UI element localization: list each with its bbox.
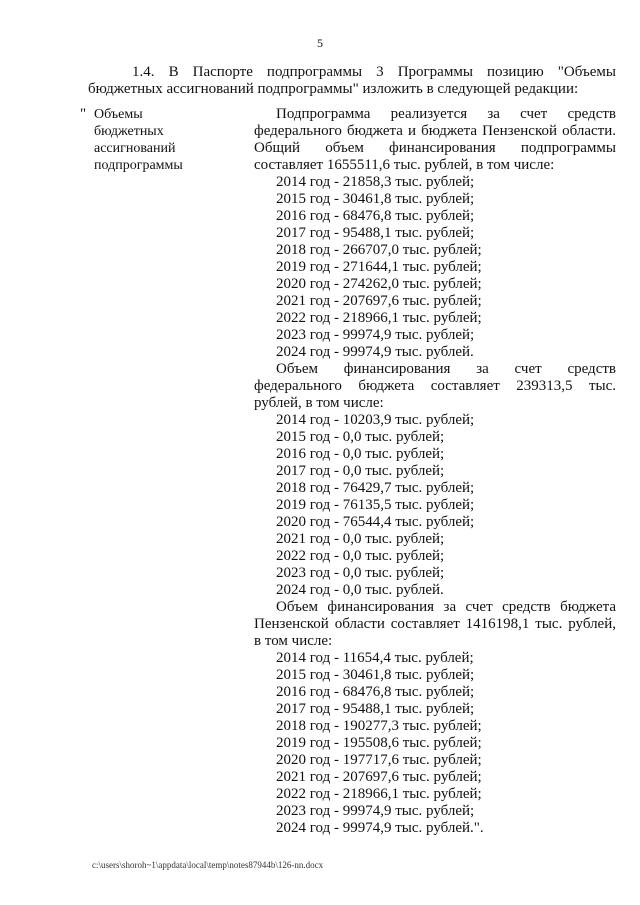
file-path-footer: c:\users\shoroh~1\appdata\local\temp\notes87944b\126-nn.docx (92, 860, 324, 870)
year-line: 2021 год - 0,0 тыс. рублей; (276, 531, 445, 547)
year-line: 2015 год - 30461,8 тыс. рублей; (276, 191, 475, 207)
year-line: 2022 год - 218966,1 тыс. рублей; (276, 310, 482, 326)
label-line: ассигнований (94, 141, 176, 156)
year-line: 2023 год - 99974,9 тыс. рублей; (276, 803, 475, 819)
year-line: 2019 год - 195508,6 тыс. рублей; (276, 735, 482, 751)
year-line: 2021 год - 207697,6 тыс. рублей; (276, 769, 482, 785)
year-line: 2020 год - 76544,4 тыс. рублей; (276, 514, 475, 530)
year-line: 2024 год - 0,0 тыс. рублей. (276, 582, 444, 598)
year-line: 2022 год - 218966,1 тыс. рублей; (276, 786, 482, 802)
year-line: 2014 год - 11654,4 тыс. рублей; (276, 650, 474, 666)
page-number: 5 (317, 36, 323, 50)
year-line: 2017 год - 0,0 тыс. рублей; (276, 463, 445, 479)
year-line: 2022 год - 0,0 тыс. рублей; (276, 548, 445, 564)
year-line: 2023 год - 99974,9 тыс. рублей; (276, 327, 475, 343)
year-line: 2024 год - 99974,9 тыс. рублей. (276, 344, 474, 360)
year-line: 2014 год - 10203,9 тыс. рублей; (276, 412, 475, 428)
year-line: 2023 год - 0,0 тыс. рублей; (276, 565, 445, 581)
year-line: 2018 год - 266707,0 тыс. рублей; (276, 242, 482, 258)
year-line: 2016 год - 68476,8 тыс. рублей; (276, 684, 475, 700)
year-line: 2018 год - 76429,7 тыс. рублей; (276, 480, 475, 496)
year-line: 2015 год - 30461,8 тыс. рублей; (276, 667, 475, 683)
year-line: 2019 год - 76135,5 тыс. рублей; (276, 497, 475, 513)
label-line: бюджетных (94, 124, 164, 139)
year-line: 2020 год - 274262,0 тыс. рублей; (276, 276, 482, 292)
year-line: 2014 год - 21858,3 тыс. рублей; (276, 174, 475, 190)
year-line: 2015 год - 0,0 тыс. рублей; (276, 429, 445, 445)
year-line: 2018 год - 190277,3 тыс. рублей; (276, 718, 482, 734)
year-line: 2016 год - 0,0 тыс. рублей; (276, 446, 445, 462)
year-line: 2017 год - 95488,1 тыс. рублей; (276, 225, 475, 241)
intro-paragraph: 1.4. В Паспорте подпрограммы 3 Программы позицию "Объемы бюджетных ассигнований подпрограммы" изложить в следующей редакции: (88, 64, 616, 97)
label-line: Объемы (94, 107, 143, 122)
year-line: 2021 год - 207697,6 тыс. рублей; (276, 293, 482, 309)
passport-field-value (254, 106, 616, 837)
year-line: 2016 год - 68476,8 тыс. рублей; (276, 208, 475, 224)
opening-quote: " (80, 106, 87, 122)
section-total-intro: Подпрограмма реализуется за счет средств федерального бюджета и бюджета Пензенской области. Общий объем финансирования подпрограммы составляет 1655511,6 тыс. рублей, в том числе: (254, 106, 616, 173)
label-line: подпрограммы (94, 158, 183, 173)
year-line: 2024 год - 99974,9 тыс. рублей.". (276, 820, 484, 836)
year-line: 2019 год - 271644,1 тыс. рублей; (276, 259, 482, 275)
section-regional-intro: Объем финансирования за счет средств бюджета Пензенской области составляет 1416198,1 тыс. рублей, в том числе: (254, 599, 616, 649)
section-federal-intro: Объем финансирования за счет средств федерального бюджета составляет 239313,5 тыс. рублей, в том числе: (254, 361, 616, 411)
passport-field-label (94, 106, 244, 174)
year-line: 2020 год - 197717,6 тыс. рублей; (276, 752, 482, 768)
year-line: 2017 год - 95488,1 тыс. рублей; (276, 701, 475, 717)
